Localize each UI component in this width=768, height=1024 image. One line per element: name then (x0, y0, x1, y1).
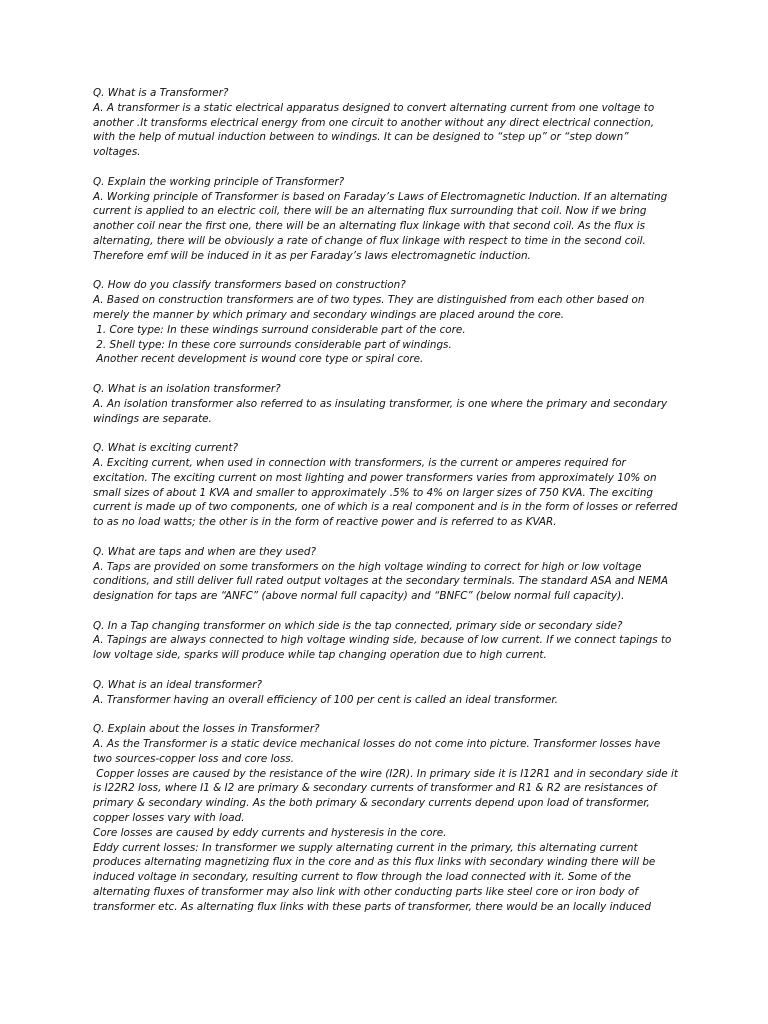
qa-transformer-definition (93, 86, 683, 160)
answer-line: A. Transformer having an overall efficiency of 100 per cent is called an ideal transformer. (93, 693, 558, 706)
answer-line: current is made up of two components, one of which is a real component and is in the form of losses or referred (93, 501, 678, 514)
document-page (93, 86, 683, 929)
question-line: Q. What is a Transformer? (93, 87, 229, 99)
answer-line: to as no load watts; the other is in the form of reactive power and is referred to as KVAR. (93, 516, 557, 529)
answer-line: A. Taps are provided on some transformers on the high voltage winding to correct for high or low voltage (93, 560, 642, 573)
question-line: Q. Explain the working principle of Transformer? (93, 175, 345, 188)
answer-line: two sources-copper loss and core loss. (93, 752, 294, 765)
answer-line: conditions, and still deliver full rated output voltages at the secondary terminals. The standard ASA and NEMA (93, 575, 669, 588)
qa-transformer-losses (93, 722, 683, 914)
answer-line: Copper losses are caused by the resistance of the wire (I2R). In primary side it is I12R1 and in secondary side it (93, 767, 678, 780)
answer-line: Another recent development is wound core type or spiral core. (93, 353, 424, 366)
answer-line: low voltage side, sparks will produce while tap changing operation due to high current. (93, 649, 547, 662)
answer-line: A. Working principle of Transformer is based on Faraday’s Laws of Electromagnetic Induction. If an alternating (93, 190, 668, 203)
answer-list-item: 1. Core type: In these windings surround considerable part of the core. (93, 323, 466, 336)
answer-line: designation for taps are “ANFC” (above normal full capacity) and “BNFC” (below normal full capacity). (93, 590, 625, 603)
answer-line: primary & secondary winding. As the both primary & secondary currents depend upon load of transformer, (93, 797, 650, 810)
question-line: Q. What is exciting current? (93, 442, 238, 455)
answer-line: transformer etc. As alternating flux links with these parts of transformer, there would be an locally induced (93, 900, 651, 913)
answer-line: Eddy current losses: In transformer we supply alternating current in the primary, this alternating current (93, 841, 638, 854)
question-line: Q. In a Tap changing transformer on which side is the tap connected, primary side or secondary side? (93, 619, 623, 632)
question-line: Q. What is an isolation transformer? (93, 382, 281, 395)
answer-line: alternating fluxes of transformer may also link with other conducting parts like steel core or iron body of (93, 886, 638, 899)
answer-line: voltages. (93, 146, 141, 159)
answer-line: another coil near the first one, there will be an alternating flux linkage with that second coil. As the flux is (93, 220, 646, 233)
answer-line: A. As the Transformer is a static device mechanical losses do not come into picture. Transformer losses have (93, 738, 661, 751)
answer-line: A. Based on construction transformers are of two types. They are distinguished from each other based on (93, 294, 645, 307)
answer-line: Therefore emf will be induced in it as per Faraday’s laws electromagnetic induction. (93, 249, 531, 262)
qa-exciting-current (93, 441, 683, 530)
answer-line: copper losses vary with load. (93, 812, 245, 825)
answer-line: Core losses are caused by eddy currents and hysteresis in the core. (93, 826, 447, 839)
question-line: Q. Explain about the losses in Transformer? (93, 723, 320, 736)
qa-isolation-transformer (93, 382, 683, 426)
qa-ideal-transformer (93, 678, 683, 708)
qa-tap-changing (93, 619, 683, 663)
answer-line: is I22R2 loss, where I1 & I2 are primary & secondary currents of transformer and R1 & R2 are resistances of (93, 782, 657, 795)
answer-line: another .It transforms electrical energy from one circuit to another without any direct electrical connection, (93, 116, 654, 129)
qa-classification (93, 278, 683, 367)
answer-list-item: 2. Shell type: In these core surrounds considerable part of windings. (93, 338, 452, 351)
answer-line: A. A transformer is a static electrical apparatus designed to convert alternating current from one voltage to (93, 101, 655, 114)
answer-line: A. Tapings are always connected to high voltage winding side, because of low current. If we connect tapings to (93, 634, 672, 647)
qa-working-principle (93, 175, 683, 264)
question-line: Q. What is an ideal transformer? (93, 678, 262, 691)
qa-taps (93, 545, 683, 604)
answer-line: A. Exciting current, when used in connection with transformers, is the current or amperes required for (93, 456, 626, 469)
answer-line: windings are separate. (93, 412, 212, 425)
answer-line: small sizes of about 1 KVA and smaller to approximately .5% to 4% on larger sizes of 750 KVA. The exciting (93, 486, 654, 499)
answer-line: produces alternating magnetizing flux in the core and as this flux links with secondary winding there will be (93, 856, 656, 869)
answer-line: merely the manner by which primary and secondary windings are placed around the core. (93, 308, 565, 321)
answer-line: A. An isolation transformer also referred to as insulating transformer, is one where the primary and secondary (93, 397, 668, 410)
answer-line: current is applied to an electric coil, there will be an alternating flux surrounding that coil. Now if we bring (93, 205, 647, 218)
answer-line: excitation. The exciting current on most lighting and power transformers varies from approximately 10% on (93, 471, 657, 484)
answer-line: alternating, there will be obviously a rate of change of flux linkage with respect to time in the second coil. (93, 234, 646, 247)
answer-line: with the help of mutual induction between to windings. It can be designed to “step up” or “step down” (93, 131, 629, 144)
answer-line: induced voltage in secondary, resulting current to flow through the load connected with it. Some of the (93, 871, 631, 884)
question-line: Q. What are taps and when are they used? (93, 545, 317, 558)
question-line: Q. How do you classify transformers based on construction? (93, 279, 406, 292)
